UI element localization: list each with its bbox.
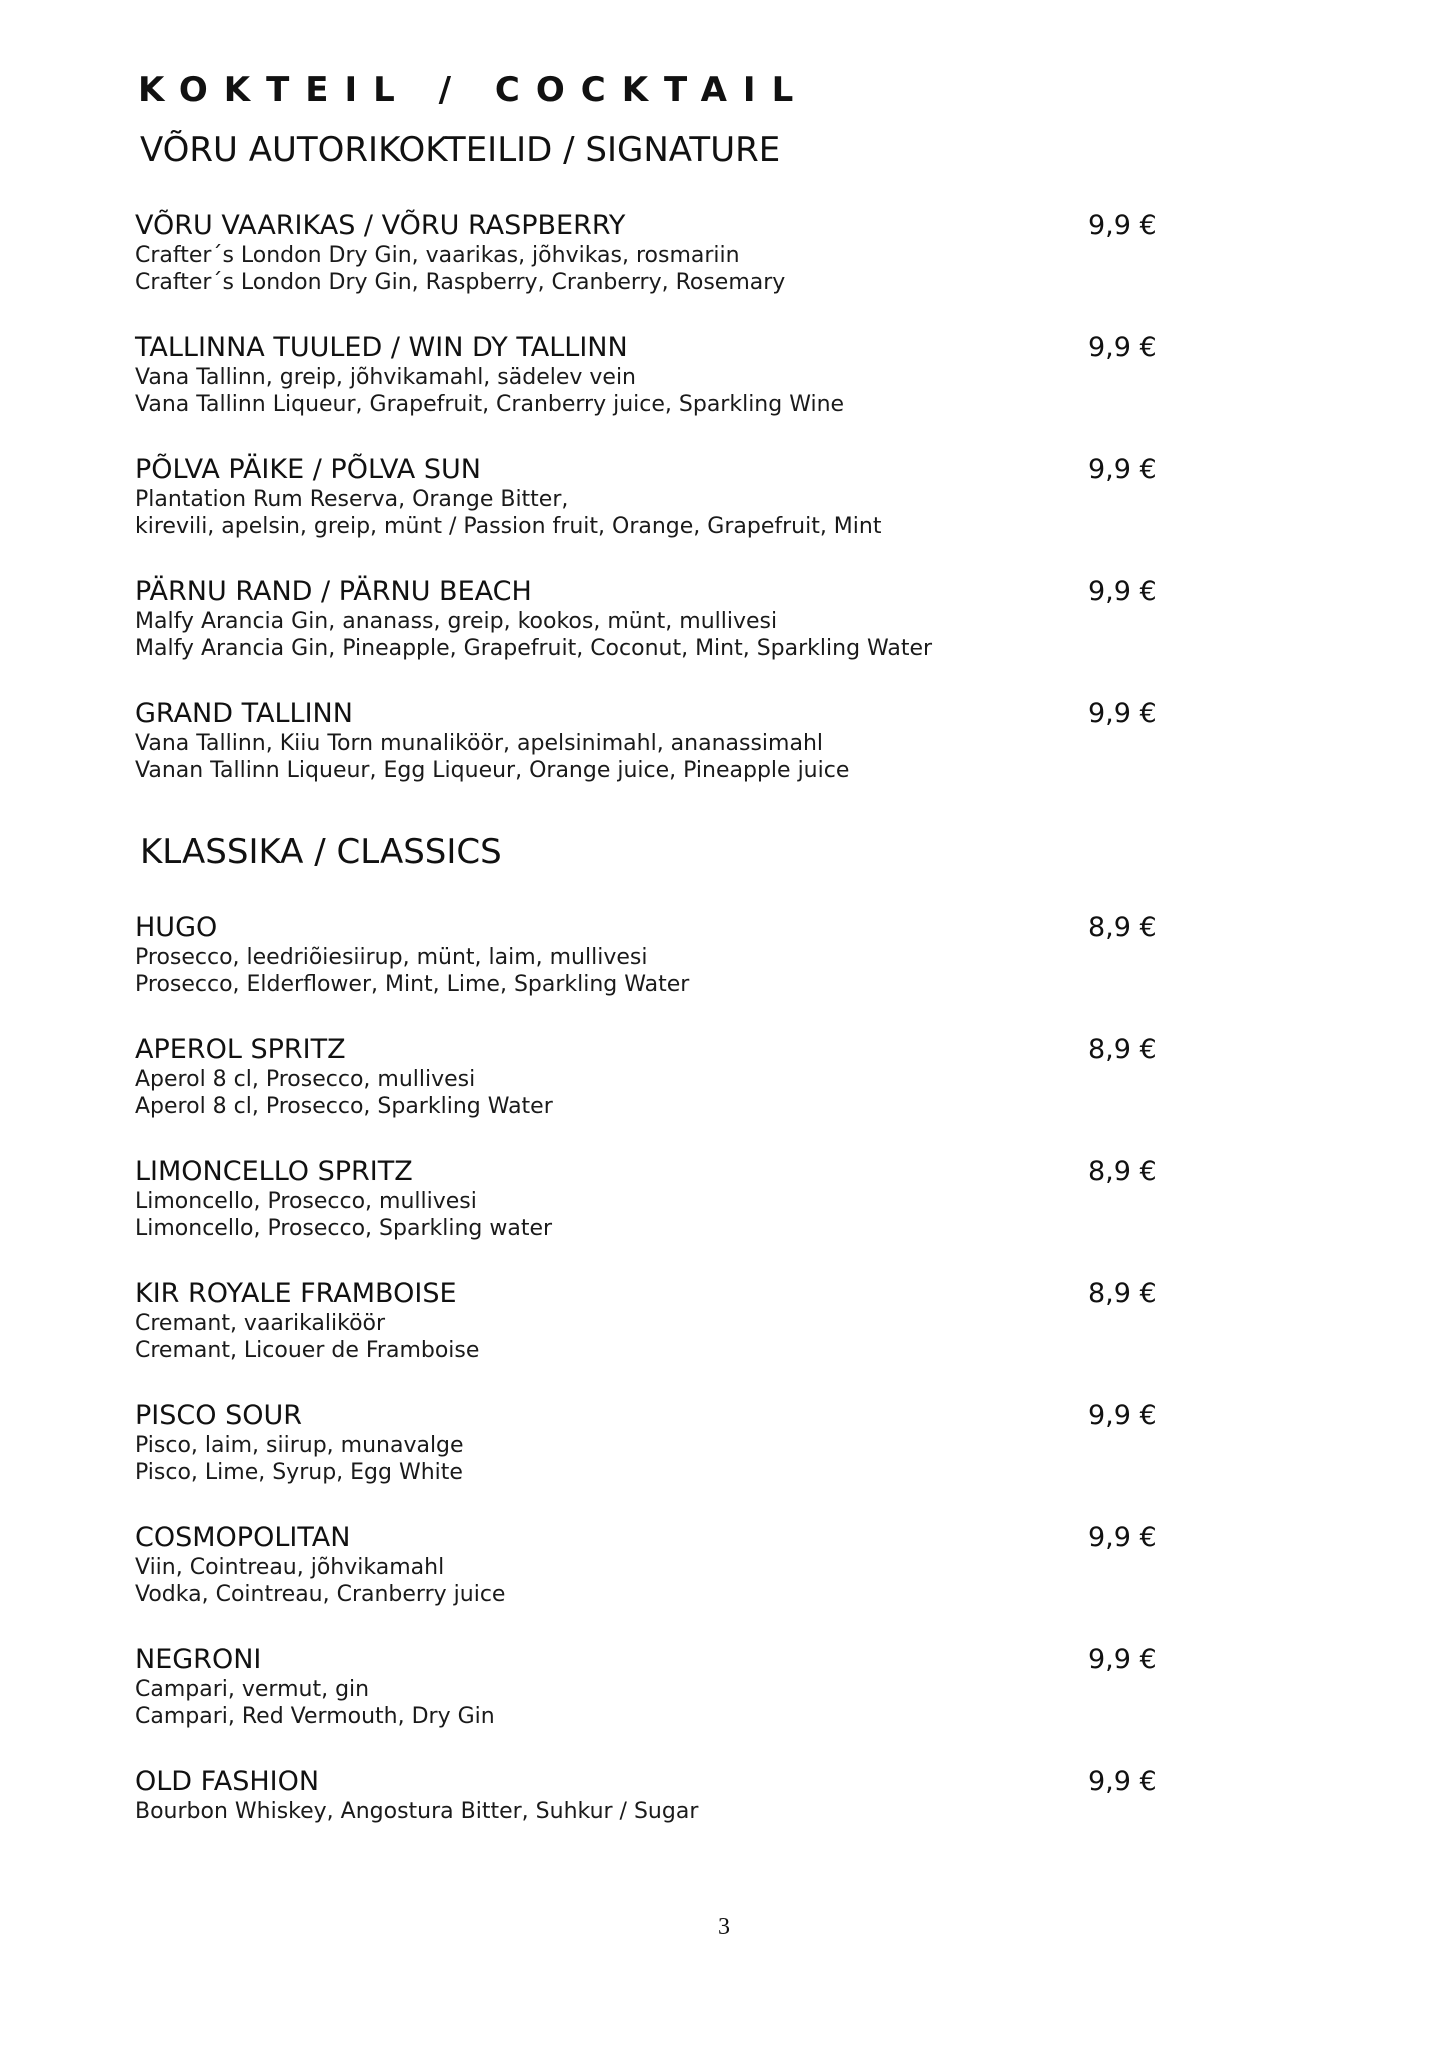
item-price: 9,9 € xyxy=(1088,1644,1157,1675)
item-desc-en: Cremant, Licouer de Framboise xyxy=(135,1338,480,1363)
menu-item xyxy=(135,1522,1175,1608)
item-price: 9,9 € xyxy=(1088,1766,1157,1797)
section-heading-classics: KLASSIKA / CLASSICS xyxy=(140,832,502,872)
item-name: GRAND TALLINN xyxy=(135,698,353,729)
item-desc-en: Crafter´s London Dry Gin, Raspberry, Cranberry, Rosemary xyxy=(135,270,786,295)
item-desc-et: Vana Tallinn, greip, jõhvikamahl, sädelev vein xyxy=(135,365,637,390)
page-title: KOKTEIL / COCKTAIL xyxy=(138,70,810,110)
item-desc-et: Limoncello, Prosecco, mullivesi xyxy=(135,1189,477,1214)
item-price: 8,9 € xyxy=(1088,1278,1157,1309)
menu-item xyxy=(135,1644,1175,1730)
item-price: 8,9 € xyxy=(1088,1156,1157,1187)
item-name: APEROL SPRITZ xyxy=(135,1034,346,1065)
item-desc-en: Vanan Tallinn Liqueur, Egg Liqueur, Orange juice, Pineapple juice xyxy=(135,758,850,783)
item-desc-et: Malfy Arancia Gin, ananass, greip, kookos, münt, mullivesi xyxy=(135,609,778,634)
menu-item xyxy=(135,1156,1175,1242)
menu-item xyxy=(135,1766,1175,1825)
item-desc-en: Vodka, Cointreau, Cranberry juice xyxy=(135,1582,506,1607)
item-desc-en: Vana Tallinn Liqueur, Grapefruit, Cranberry juice, Sparkling Wine xyxy=(135,392,845,417)
item-desc-et: Pisco, laim, siirup, munavalge xyxy=(135,1433,464,1458)
item-name: OLD FASHION xyxy=(135,1766,320,1797)
item-desc-et: Plantation Rum Reserva, Orange Bitter, xyxy=(135,487,569,512)
item-name: KIR ROYALE FRAMBOISE xyxy=(135,1278,457,1309)
item-desc-et: Cremant, vaarikaliköör xyxy=(135,1311,386,1336)
item-name: VÕRU VAARIKAS / VÕRU RASPBERRY xyxy=(135,210,626,241)
item-price: 8,9 € xyxy=(1088,1034,1157,1065)
menu-item xyxy=(135,454,1175,540)
menu-item xyxy=(135,210,1175,296)
item-desc-et: Campari, vermut, gin xyxy=(135,1677,370,1702)
item-name: NEGRONI xyxy=(135,1644,262,1675)
menu-item xyxy=(135,1400,1175,1486)
item-desc-et: Viin, Cointreau, jõhvikamahl xyxy=(135,1555,445,1580)
page-number: 3 xyxy=(718,1914,730,1940)
menu-item xyxy=(135,912,1175,998)
item-name: HUGO xyxy=(135,912,218,943)
item-name: COSMOPOLITAN xyxy=(135,1522,351,1553)
item-name: PÕLVA PÄIKE / PÕLVA SUN xyxy=(135,454,481,485)
menu-item xyxy=(135,1278,1175,1364)
item-desc-en: Prosecco, Elderflower, Mint, Lime, Sparkling Water xyxy=(135,972,690,997)
item-desc-et: Crafter´s London Dry Gin, vaarikas, jõhvikas, rosmariin xyxy=(135,243,740,268)
menu-item xyxy=(135,698,1175,784)
item-price: 9,9 € xyxy=(1088,210,1157,241)
menu-item xyxy=(135,332,1175,418)
item-name: TALLINNA TUULED / WIN DY TALLINN xyxy=(135,332,628,363)
item-desc-en: Pisco, Lime, Syrup, Egg White xyxy=(135,1460,463,1485)
item-desc-en: Malfy Arancia Gin, Pineapple, Grapefruit, Coconut, Mint, Sparkling Water xyxy=(135,636,933,661)
item-price: 8,9 € xyxy=(1088,912,1157,943)
item-desc-en: Limoncello, Prosecco, Sparkling water xyxy=(135,1216,553,1241)
menu-item xyxy=(135,1034,1175,1120)
item-price: 9,9 € xyxy=(1088,332,1157,363)
section-heading-signature: VÕRU AUTORIKOKTEILID / SIGNATURE xyxy=(140,130,781,170)
item-price: 9,9 € xyxy=(1088,576,1157,607)
item-name: LIMONCELLO SPRITZ xyxy=(135,1156,413,1187)
item-name: PISCO SOUR xyxy=(135,1400,302,1431)
menu-item xyxy=(135,576,1175,662)
item-desc-et: Aperol 8 cl, Prosecco, mullivesi xyxy=(135,1067,476,1092)
item-desc-et: Vana Tallinn, Kiiu Torn munaliköör, apelsinimahl, ananassimahl xyxy=(135,731,824,756)
item-desc-en: kirevili, apelsin, greip, münt / Passion fruit, Orange, Grapefruit, Mint xyxy=(135,514,882,539)
item-name: PÄRNU RAND / PÄRNU BEACH xyxy=(135,576,532,607)
item-price: 9,9 € xyxy=(1088,1400,1157,1431)
item-desc: Bourbon Whiskey, Angostura Bitter, Suhkur / Sugar xyxy=(135,1799,699,1824)
item-desc-et: Prosecco, leedriõiesiirup, münt, laim, mullivesi xyxy=(135,945,648,970)
item-desc-en: Aperol 8 cl, Prosecco, Sparkling Water xyxy=(135,1094,553,1119)
item-price: 9,9 € xyxy=(1088,698,1157,729)
item-price: 9,9 € xyxy=(1088,1522,1157,1553)
item-desc-en: Campari, Red Vermouth, Dry Gin xyxy=(135,1704,495,1729)
item-price: 9,9 € xyxy=(1088,454,1157,485)
